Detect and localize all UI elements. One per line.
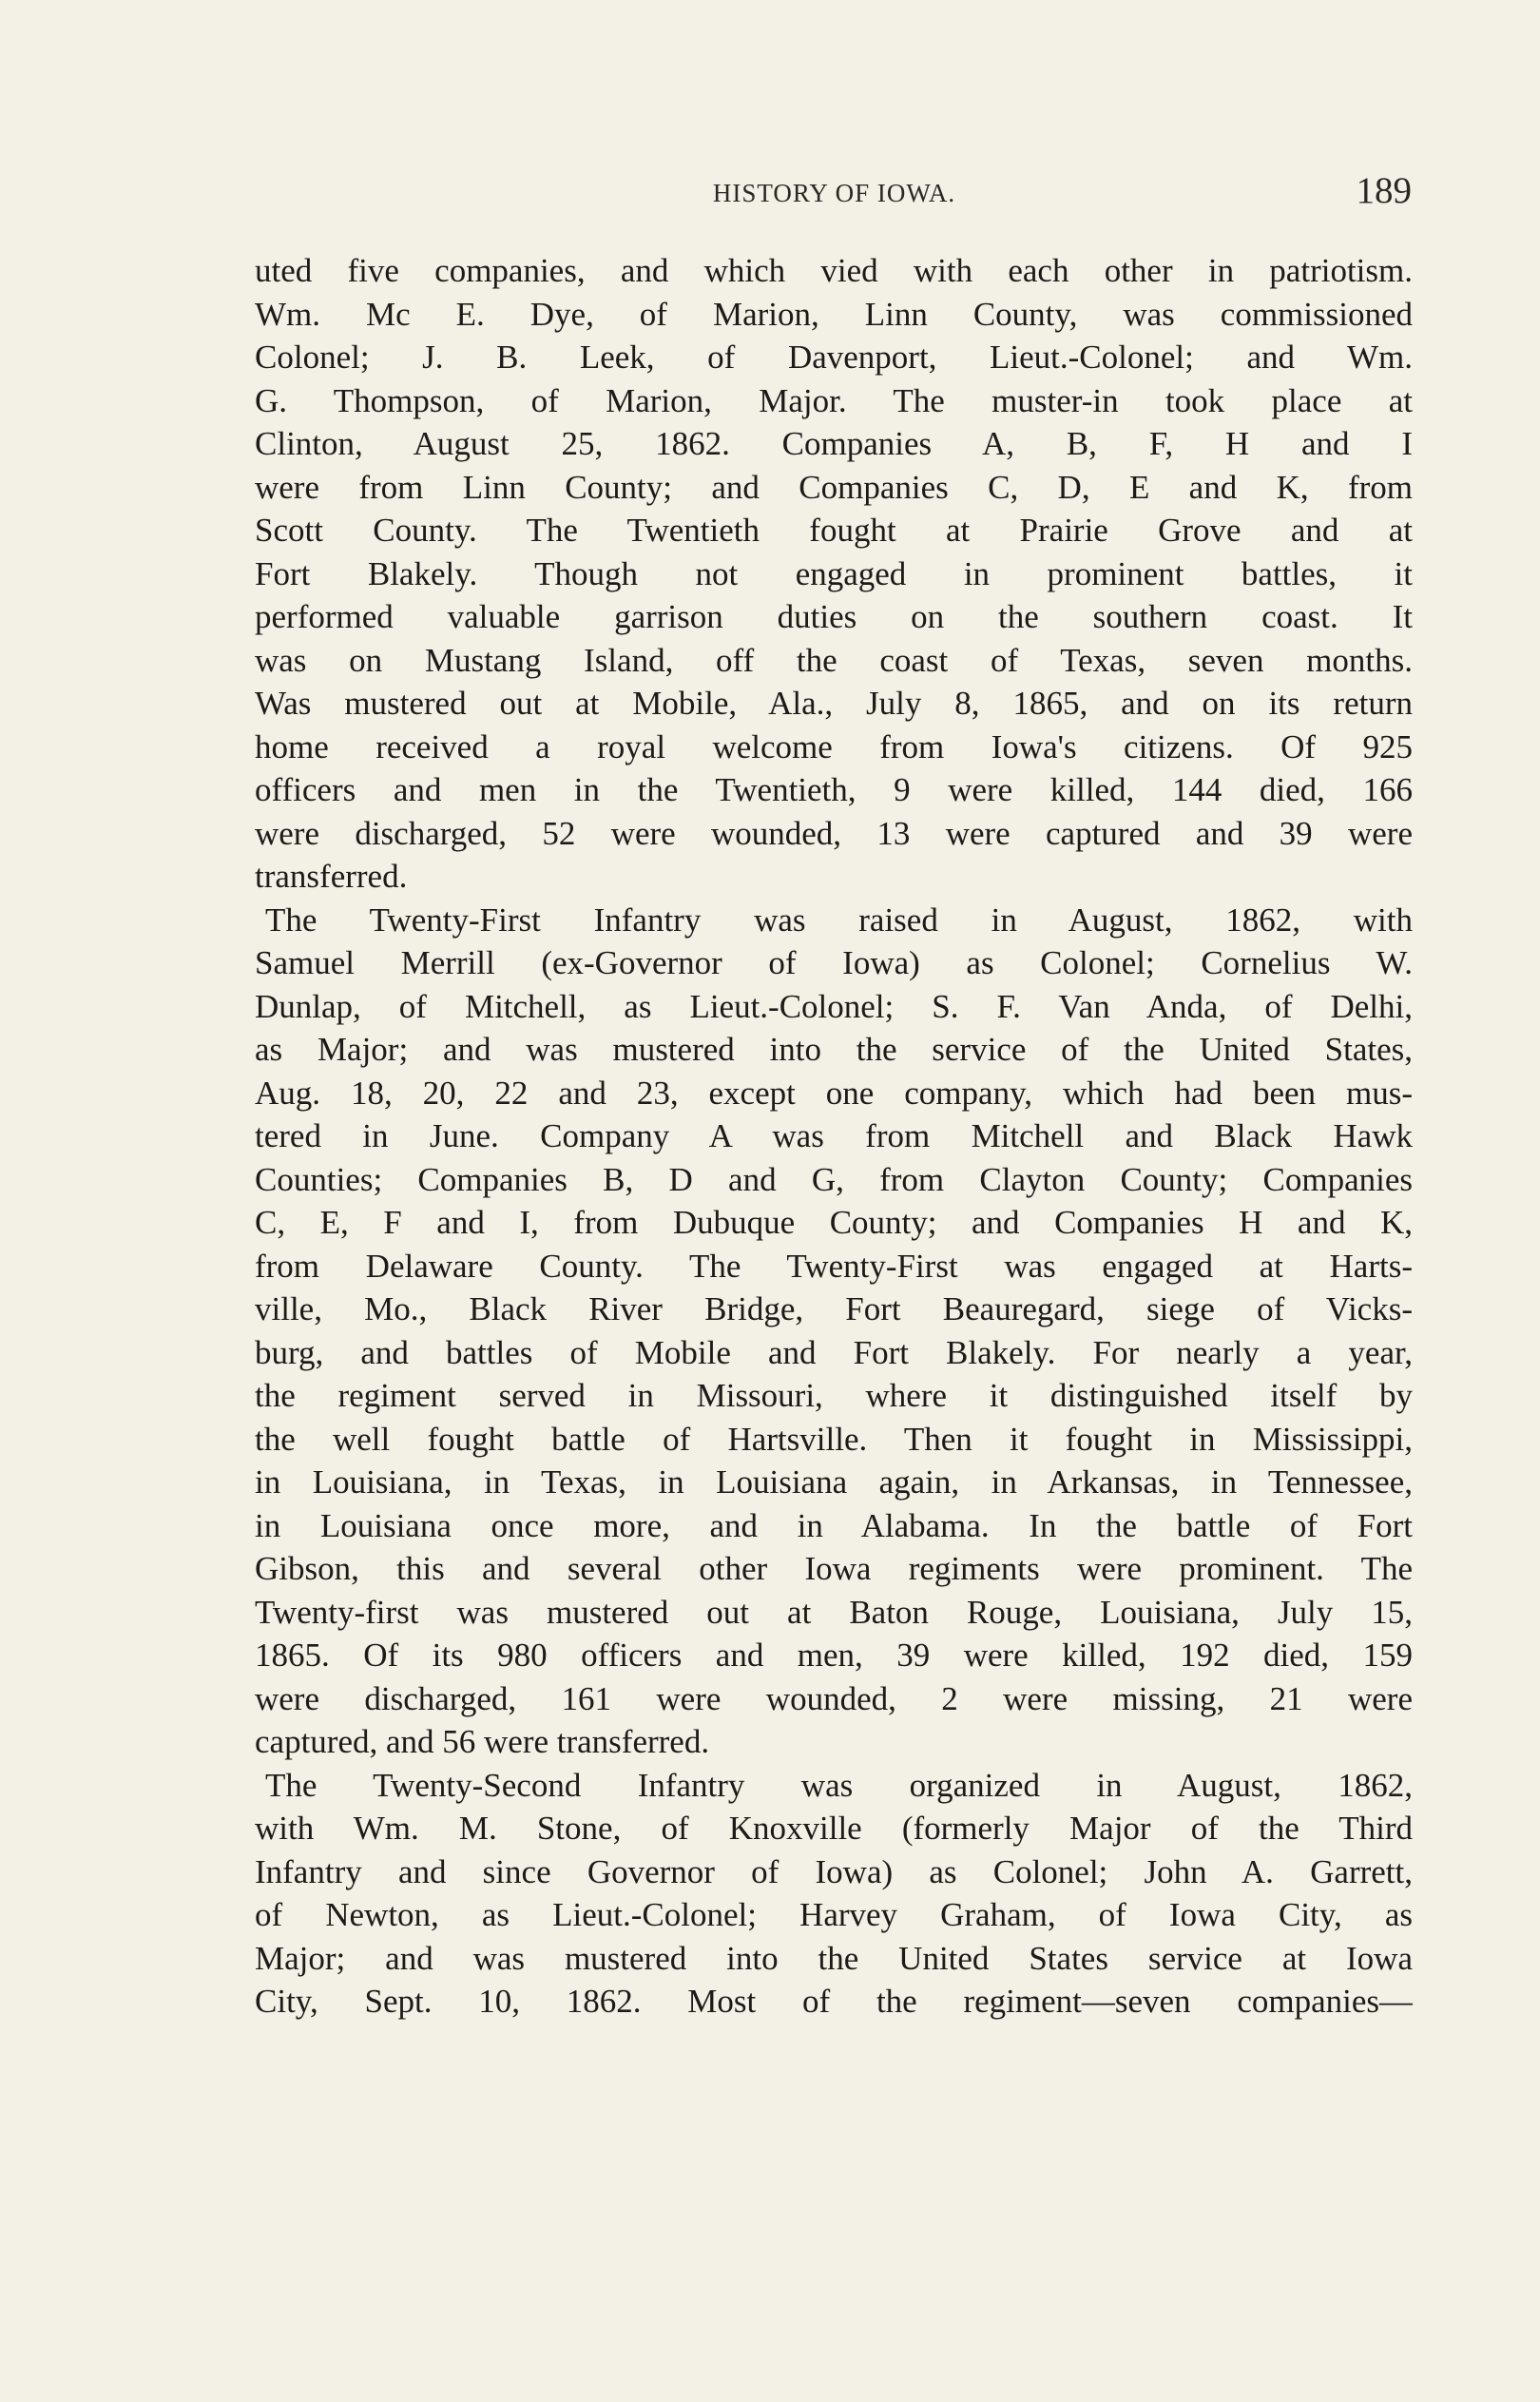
text-line: Colonel; J. B. Leek, of Davenport, Lieut.-Colonel; and Wm. bbox=[255, 339, 1413, 376]
text-line: in Louisiana once more, and in Alabama. In the battle of Fort bbox=[255, 1506, 1413, 1544]
text-line: The Twenty-First Infantry was raised in August, 1862, with bbox=[265, 901, 1413, 939]
text-line: Twenty-first was mustered out at Baton Rouge, Louisiana, July 15, bbox=[255, 1593, 1413, 1631]
text-line: were discharged, 161 were wounded, 2 were missing, 21 were bbox=[255, 1679, 1413, 1717]
text-line: from Delaware County. The Twenty-First was engaged at Harts- bbox=[255, 1247, 1413, 1285]
text-line: uted five companies, and which vied with each other in patriotism. bbox=[255, 252, 1413, 289]
text-line: home received a royal welcome from Iowa's citizens. Of 925 bbox=[255, 727, 1413, 765]
text-line: ville, Mo., Black River Bridge, Fort Beauregard, siege of Vicks- bbox=[255, 1290, 1413, 1327]
text-line: Clinton, August 25, 1862. Companies A, B, F, H and I bbox=[255, 425, 1413, 462]
text-line: in Louisiana, in Texas, in Louisiana again, in Arkansas, in Tennessee, bbox=[255, 1463, 1413, 1501]
text-line: Fort Blakely. Though not engaged in prominent battles, it bbox=[255, 554, 1413, 592]
text-line: Infantry and since Governor of Iowa) as Colonel; John A. Garrett, bbox=[255, 1852, 1413, 1890]
page-number: 189 bbox=[1356, 170, 1412, 211]
text-line: captured, and 56 were transferred. bbox=[255, 1723, 710, 1760]
text-line: with Wm. M. Stone, of Knoxville (formerly Major of the Third bbox=[255, 1810, 1413, 1847]
page-header bbox=[257, 169, 1412, 226]
text-line: the well fought battle of Hartsville. Then it fought in Mississippi, bbox=[255, 1420, 1413, 1458]
text-line: burg, and battles of Mobile and Fort Blakely. For nearly a year, bbox=[255, 1333, 1413, 1371]
text-line: tered in June. Company A was from Mitchell and Black Hawk bbox=[255, 1117, 1413, 1154]
text-line: Dunlap, of Mitchell, as Lieut.-Colonel; S. F. Van Anda, of Delhi, bbox=[255, 987, 1413, 1025]
text-line: Gibson, this and several other Iowa regiments were prominent. The bbox=[255, 1550, 1413, 1587]
text-line: Major; and was mustered into the United States service at Iowa bbox=[255, 1939, 1413, 1977]
text-line: Scott County. The Twentieth fought at Prairie Grove and at bbox=[255, 512, 1413, 549]
text-line: the regiment served in Missouri, where it distinguished itself by bbox=[255, 1377, 1413, 1414]
text-line: Samuel Merrill (ex-Governor of Iowa) as Colonel; Cornelius W. bbox=[255, 944, 1413, 981]
text-line: Wm. Mc E. Dye, of Marion, Linn County, was commissioned bbox=[255, 295, 1413, 333]
running-head: HISTORY OF IOWA. bbox=[712, 179, 956, 207]
text-line: as Major; and was mustered into the service of the United States, bbox=[255, 1031, 1413, 1068]
text-line: Counties; Companies B, D and G, from Clayton County; Companies bbox=[255, 1160, 1413, 1198]
text-line: of Newton, as Lieut.-Colonel; Harvey Graham, of Iowa City, as bbox=[255, 1896, 1413, 1933]
text-line: The Twenty-Second Infantry was organized in August, 1862, bbox=[265, 1766, 1413, 1804]
text-line: C, E, F and I, from Dubuque County; and Companies H and K, bbox=[255, 1204, 1413, 1241]
text-line: G. Thompson, of Marion, Major. The muster-in took place at bbox=[255, 381, 1413, 419]
text-line: was on Mustang Island, off the coast of Texas, seven months. bbox=[255, 641, 1413, 679]
text-line: were from Linn County; and Companies C, D, E and K, from bbox=[255, 468, 1413, 506]
text-line: Was mustered out at Mobile, Ala., July 8, 1865, and on its return bbox=[255, 685, 1413, 722]
text-line: Aug. 18, 20, 22 and 23, except one company, which had been mus- bbox=[255, 1074, 1413, 1112]
text-line: City, Sept. 10, 1862. Most of the regiment—seven companies— bbox=[255, 1983, 1413, 2020]
body-text bbox=[255, 249, 1413, 2024]
text-line: were discharged, 52 were wounded, 13 were captured and 39 were bbox=[255, 814, 1413, 852]
text-line: performed valuable garrison duties on the southern coast. It bbox=[255, 598, 1413, 635]
text-line: 1865. Of its 980 officers and men, 39 were killed, 192 died, 159 bbox=[255, 1637, 1413, 1674]
text-line: officers and men in the Twentieth, 9 were killed, 144 died, 166 bbox=[255, 771, 1413, 808]
text-line: transferred. bbox=[255, 858, 408, 895]
